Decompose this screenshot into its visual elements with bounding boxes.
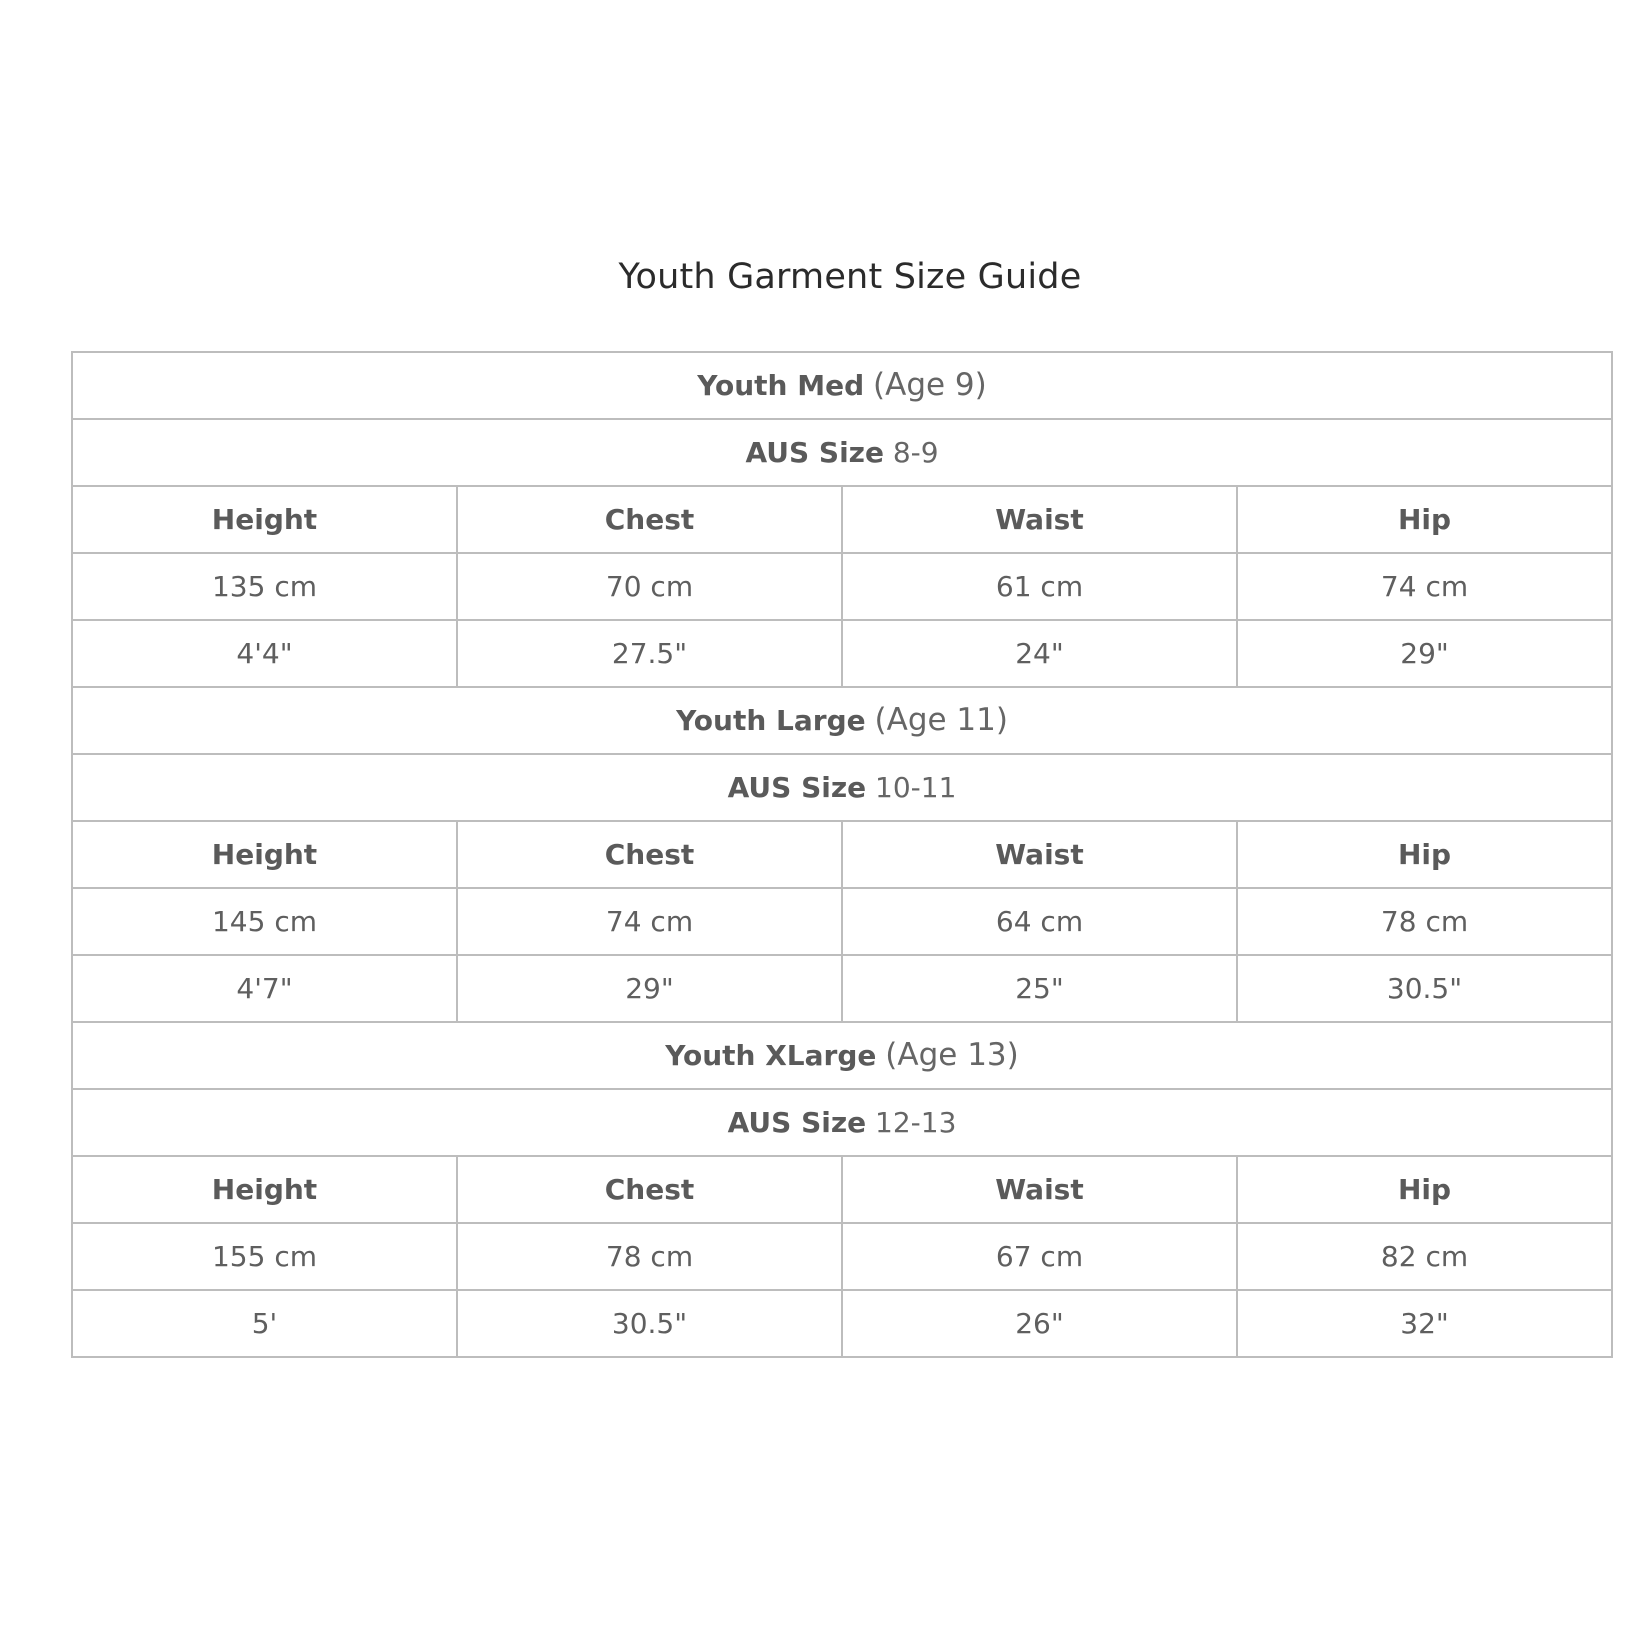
section-title-cell: [72, 1022, 1612, 1089]
aus-size-label: AUS Size: [745, 435, 884, 469]
column-header-waist: Waist: [842, 821, 1237, 888]
column-header-row: [72, 821, 1612, 888]
column-header-chest: Chest: [457, 821, 842, 888]
aus-size-cell: [72, 1089, 1612, 1156]
aus-size-cell: [72, 754, 1612, 821]
hip-imperial-cell: 29": [1237, 620, 1612, 687]
aus-size-value: 8-9: [892, 435, 939, 469]
aus-size-cell: [72, 419, 1612, 486]
section-title-cell: [72, 687, 1612, 754]
height-cm-cell: 145 cm: [72, 888, 457, 955]
waist-imperial-cell: 26": [842, 1290, 1237, 1357]
chest-cm-cell: 78 cm: [457, 1223, 842, 1290]
hip-cm-cell: 74 cm: [1237, 553, 1612, 620]
section-age: (Age 11): [874, 702, 1008, 738]
section-age: (Age 13): [885, 1037, 1019, 1073]
table-row-cm: [72, 888, 1612, 955]
table-row-cm: [72, 1223, 1612, 1290]
chest-imperial-cell: 30.5": [457, 1290, 842, 1357]
waist-cm-cell: 67 cm: [842, 1223, 1237, 1290]
aus-size-label: AUS Size: [727, 1105, 867, 1139]
table-row-cm: [72, 553, 1612, 620]
section-title-cell: [72, 352, 1612, 419]
waist-imperial-cell: 24": [842, 620, 1237, 687]
table-row-imperial: [72, 955, 1612, 1022]
chest-cm-cell: 74 cm: [457, 888, 842, 955]
height-imperial-cell: 4'4": [72, 620, 457, 687]
column-header-row: [72, 1156, 1612, 1223]
column-header-waist: Waist: [842, 486, 1237, 553]
column-header-hip: Hip: [1237, 486, 1612, 553]
column-header-height: Height: [72, 486, 457, 553]
column-header-height: Height: [72, 1156, 457, 1223]
hip-cm-cell: 78 cm: [1237, 888, 1612, 955]
aus-size-row: [72, 419, 1612, 486]
column-header-height: Height: [72, 821, 457, 888]
section-header-youth-xlarge: [72, 1022, 1612, 1089]
chest-imperial-cell: 27.5": [457, 620, 842, 687]
table-row-imperial: [72, 620, 1612, 687]
waist-cm-cell: 61 cm: [842, 553, 1237, 620]
hip-imperial-cell: 32": [1237, 1290, 1612, 1357]
height-cm-cell: 155 cm: [72, 1223, 457, 1290]
height-imperial-cell: 5': [72, 1290, 457, 1357]
section-age: (Age 9): [873, 367, 987, 403]
section-header-youth-med: [72, 352, 1612, 419]
table-row-imperial: [72, 1290, 1612, 1357]
height-cm-cell: 135 cm: [72, 553, 457, 620]
column-header-chest: Chest: [457, 486, 842, 553]
column-header-row: [72, 486, 1612, 553]
aus-size-value: 12-13: [875, 1105, 957, 1139]
column-header-waist: Waist: [842, 1156, 1237, 1223]
chest-imperial-cell: 29": [457, 955, 842, 1022]
column-header-hip: Hip: [1237, 821, 1612, 888]
waist-imperial-cell: 25": [842, 955, 1237, 1022]
section-name: Youth XLarge: [665, 1039, 877, 1072]
aus-size-label: AUS Size: [727, 770, 867, 804]
section-name: Youth Large: [676, 704, 866, 737]
hip-imperial-cell: 30.5": [1237, 955, 1612, 1022]
height-imperial-cell: 4'7": [72, 955, 457, 1022]
column-header-hip: Hip: [1237, 1156, 1612, 1223]
section-header-youth-large: [72, 687, 1612, 754]
column-header-chest: Chest: [457, 1156, 842, 1223]
page-title: Youth Garment Size Guide: [618, 257, 1082, 297]
size-guide-table: [71, 351, 1613, 1358]
waist-cm-cell: 64 cm: [842, 888, 1237, 955]
section-name: Youth Med: [697, 369, 865, 402]
chest-cm-cell: 70 cm: [457, 553, 842, 620]
aus-size-value: 10-11: [875, 770, 957, 804]
hip-cm-cell: 82 cm: [1237, 1223, 1612, 1290]
aus-size-row: [72, 754, 1612, 821]
aus-size-row: [72, 1089, 1612, 1156]
